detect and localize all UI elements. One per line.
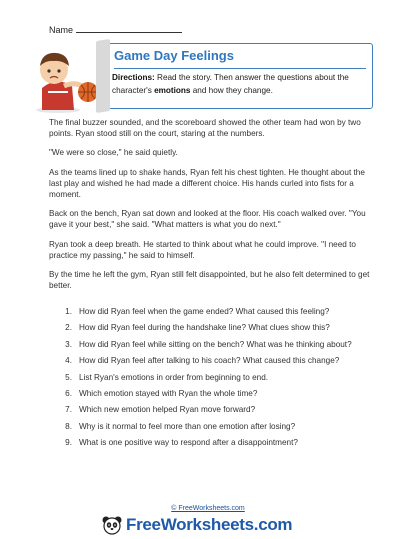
question-number: 5. [65, 372, 72, 382]
footer-link[interactable]: © FreeWorksheets.com [171, 505, 245, 512]
worksheet-title: Game Day Feelings [114, 48, 234, 63]
question-number: 7. [65, 405, 72, 415]
question-text: How did Ryan feel while sitting on the bench? What was he thinking about? [79, 339, 352, 349]
story [49, 117, 371, 299]
title-box [103, 43, 373, 109]
story-paragraph: By the time he left the gym, Ryan still felt disappointed, but he also felt determined to get better. [49, 270, 370, 291]
question-item [58, 356, 378, 372]
question-text: Why is it normal to feel more than one emotion after losing? [79, 421, 296, 431]
question-list [58, 307, 378, 455]
logo-text: FreeWorksheets.com [126, 515, 293, 534]
freeworksheets-logo[interactable] [101, 515, 292, 535]
directions-label: Directions: [112, 73, 155, 82]
story-paragraph: Ryan took a deep breath. He started to think about what he could improve. "I need to practice my passing," he said to himself. [49, 239, 356, 260]
question-number: 3. [65, 339, 72, 349]
question-item [58, 323, 378, 339]
name-blank-line[interactable] [76, 24, 182, 33]
question-text: How did Ryan feel after talking to his coach? What caused this change? [79, 356, 340, 366]
question-item [58, 373, 378, 389]
question-number: 1. [65, 307, 72, 316]
story-paragraph: The final buzzer sounded, and the scoreboard showed the other team had won by two points. Ryan stood still on the court, staring at the numbers. [49, 118, 361, 139]
name-field-row [49, 24, 182, 35]
panda-icon [101, 515, 123, 535]
directions-text-after: and how they change. [190, 86, 273, 95]
question-item [58, 340, 378, 356]
directions-text-before: Read the story. Then answer the questions about the character's [112, 73, 349, 95]
question-text: What is one positive way to respond after a disappointment? [79, 438, 298, 448]
question-text: List Ryan's emotions in order from beginning to end. [79, 372, 269, 382]
name-label: Name [49, 25, 74, 35]
question-number: 8. [65, 421, 72, 431]
question-text: Which new emotion helped Ryan move forward? [79, 405, 256, 415]
question-item [58, 438, 378, 454]
question-number: 9. [65, 438, 72, 448]
story-paragraph: "We were so close," he said quietly. [49, 148, 178, 158]
story-paragraph: Back on the bench, Ryan sat down and looked at the floor. His coach walked over. "You gave it your best," she said. "What matters is what you do next." [49, 209, 366, 230]
question-number: 2. [65, 323, 72, 333]
question-number: 4. [65, 356, 72, 366]
directions [112, 71, 366, 97]
basketball-player-illustration [28, 40, 106, 114]
question-item [58, 405, 378, 421]
question-text: Which emotion stayed with Ryan the whole time? [79, 388, 258, 398]
directions-emphasis: emotions [154, 86, 191, 95]
question-item [58, 389, 378, 405]
title-box-tab [96, 39, 110, 113]
question-text: How did Ryan feel when the game ended? What caused this feeling? [79, 307, 330, 316]
question-item [58, 307, 378, 323]
question-item [58, 422, 378, 438]
title-divider [114, 68, 366, 69]
story-paragraph: As the teams lined up to shake hands, Ryan felt his chest tighten. He thought about the last play and wished he had made a different choice. His hands curled into fists for a moment. [49, 167, 365, 200]
question-text: How did Ryan feel during the handshake line? What clues show this? [79, 323, 330, 333]
question-number: 6. [65, 388, 72, 398]
